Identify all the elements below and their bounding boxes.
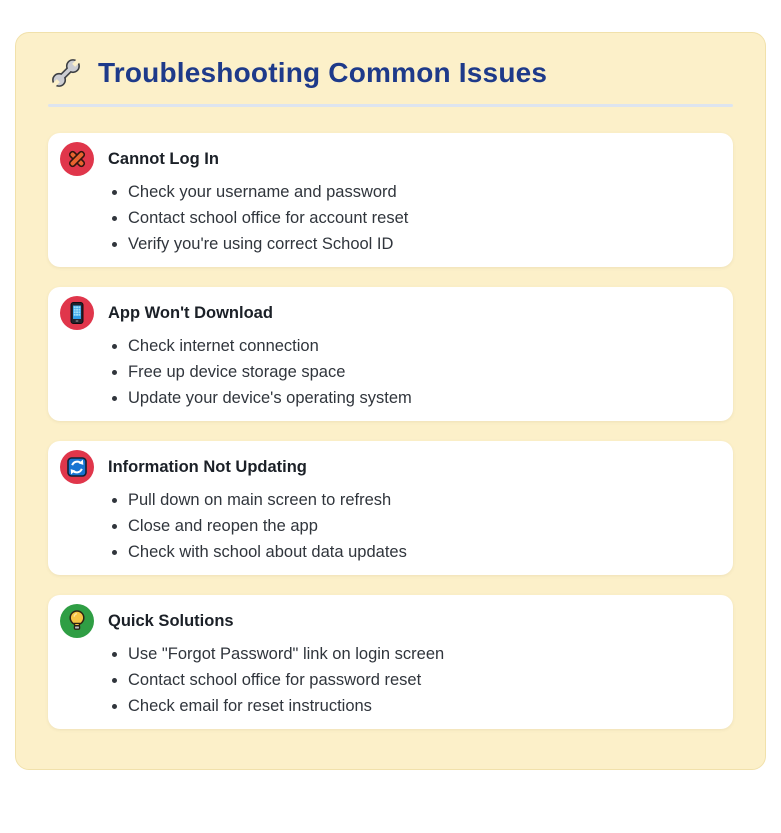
tip-item: • Check email for reset instructions bbox=[128, 693, 721, 719]
issue-card-header bbox=[60, 142, 721, 176]
tip-item: • Check your username and password bbox=[128, 179, 721, 205]
tip-item: • Contact school office for account reset bbox=[128, 205, 721, 231]
issue-card-cannot-log-in bbox=[48, 133, 733, 267]
issue-title: Cannot Log In bbox=[108, 149, 219, 168]
tip-item: • Verify you're using correct School ID bbox=[128, 231, 721, 257]
issue-card-header bbox=[60, 604, 721, 638]
light-bulb-icon bbox=[60, 604, 94, 638]
tips-list bbox=[60, 333, 721, 411]
issue-card-list bbox=[48, 133, 733, 729]
issue-title: App Won't Download bbox=[108, 303, 273, 322]
issue-title: Information Not Updating bbox=[108, 457, 307, 476]
mobile-phone-icon bbox=[60, 296, 94, 330]
issue-card-information-not-updating bbox=[48, 441, 733, 575]
issue-card-header bbox=[60, 296, 721, 330]
issue-card-quick-solutions bbox=[48, 595, 733, 729]
cross-mark-icon bbox=[60, 142, 94, 176]
page-title bbox=[48, 55, 733, 91]
tip-item: • Check with school about data updates bbox=[128, 539, 721, 565]
tip-item: • Check internet connection bbox=[128, 333, 721, 359]
issue-title: Quick Solutions bbox=[108, 611, 234, 630]
tip-item: • Update your device's operating system bbox=[128, 385, 721, 411]
divider bbox=[48, 104, 733, 107]
issue-card-app-wont-download bbox=[48, 287, 733, 421]
issue-card-header bbox=[60, 450, 721, 484]
page-header bbox=[48, 55, 733, 107]
page-title-text: Troubleshooting Common Issues bbox=[98, 57, 548, 88]
tips-list bbox=[60, 179, 721, 257]
tips-list bbox=[60, 487, 721, 565]
tip-item: • Close and reopen the app bbox=[128, 513, 721, 539]
tip-item: • Free up device storage space bbox=[128, 359, 721, 385]
tip-item: • Pull down on main screen to refresh bbox=[128, 487, 721, 513]
refresh-icon bbox=[60, 450, 94, 484]
tip-item: • Contact school office for password reset bbox=[128, 667, 721, 693]
tips-list bbox=[60, 641, 721, 719]
wrench-icon bbox=[48, 55, 84, 91]
tip-item: • Use "Forgot Password" link on login screen bbox=[128, 641, 721, 667]
troubleshooting-panel bbox=[15, 32, 766, 770]
